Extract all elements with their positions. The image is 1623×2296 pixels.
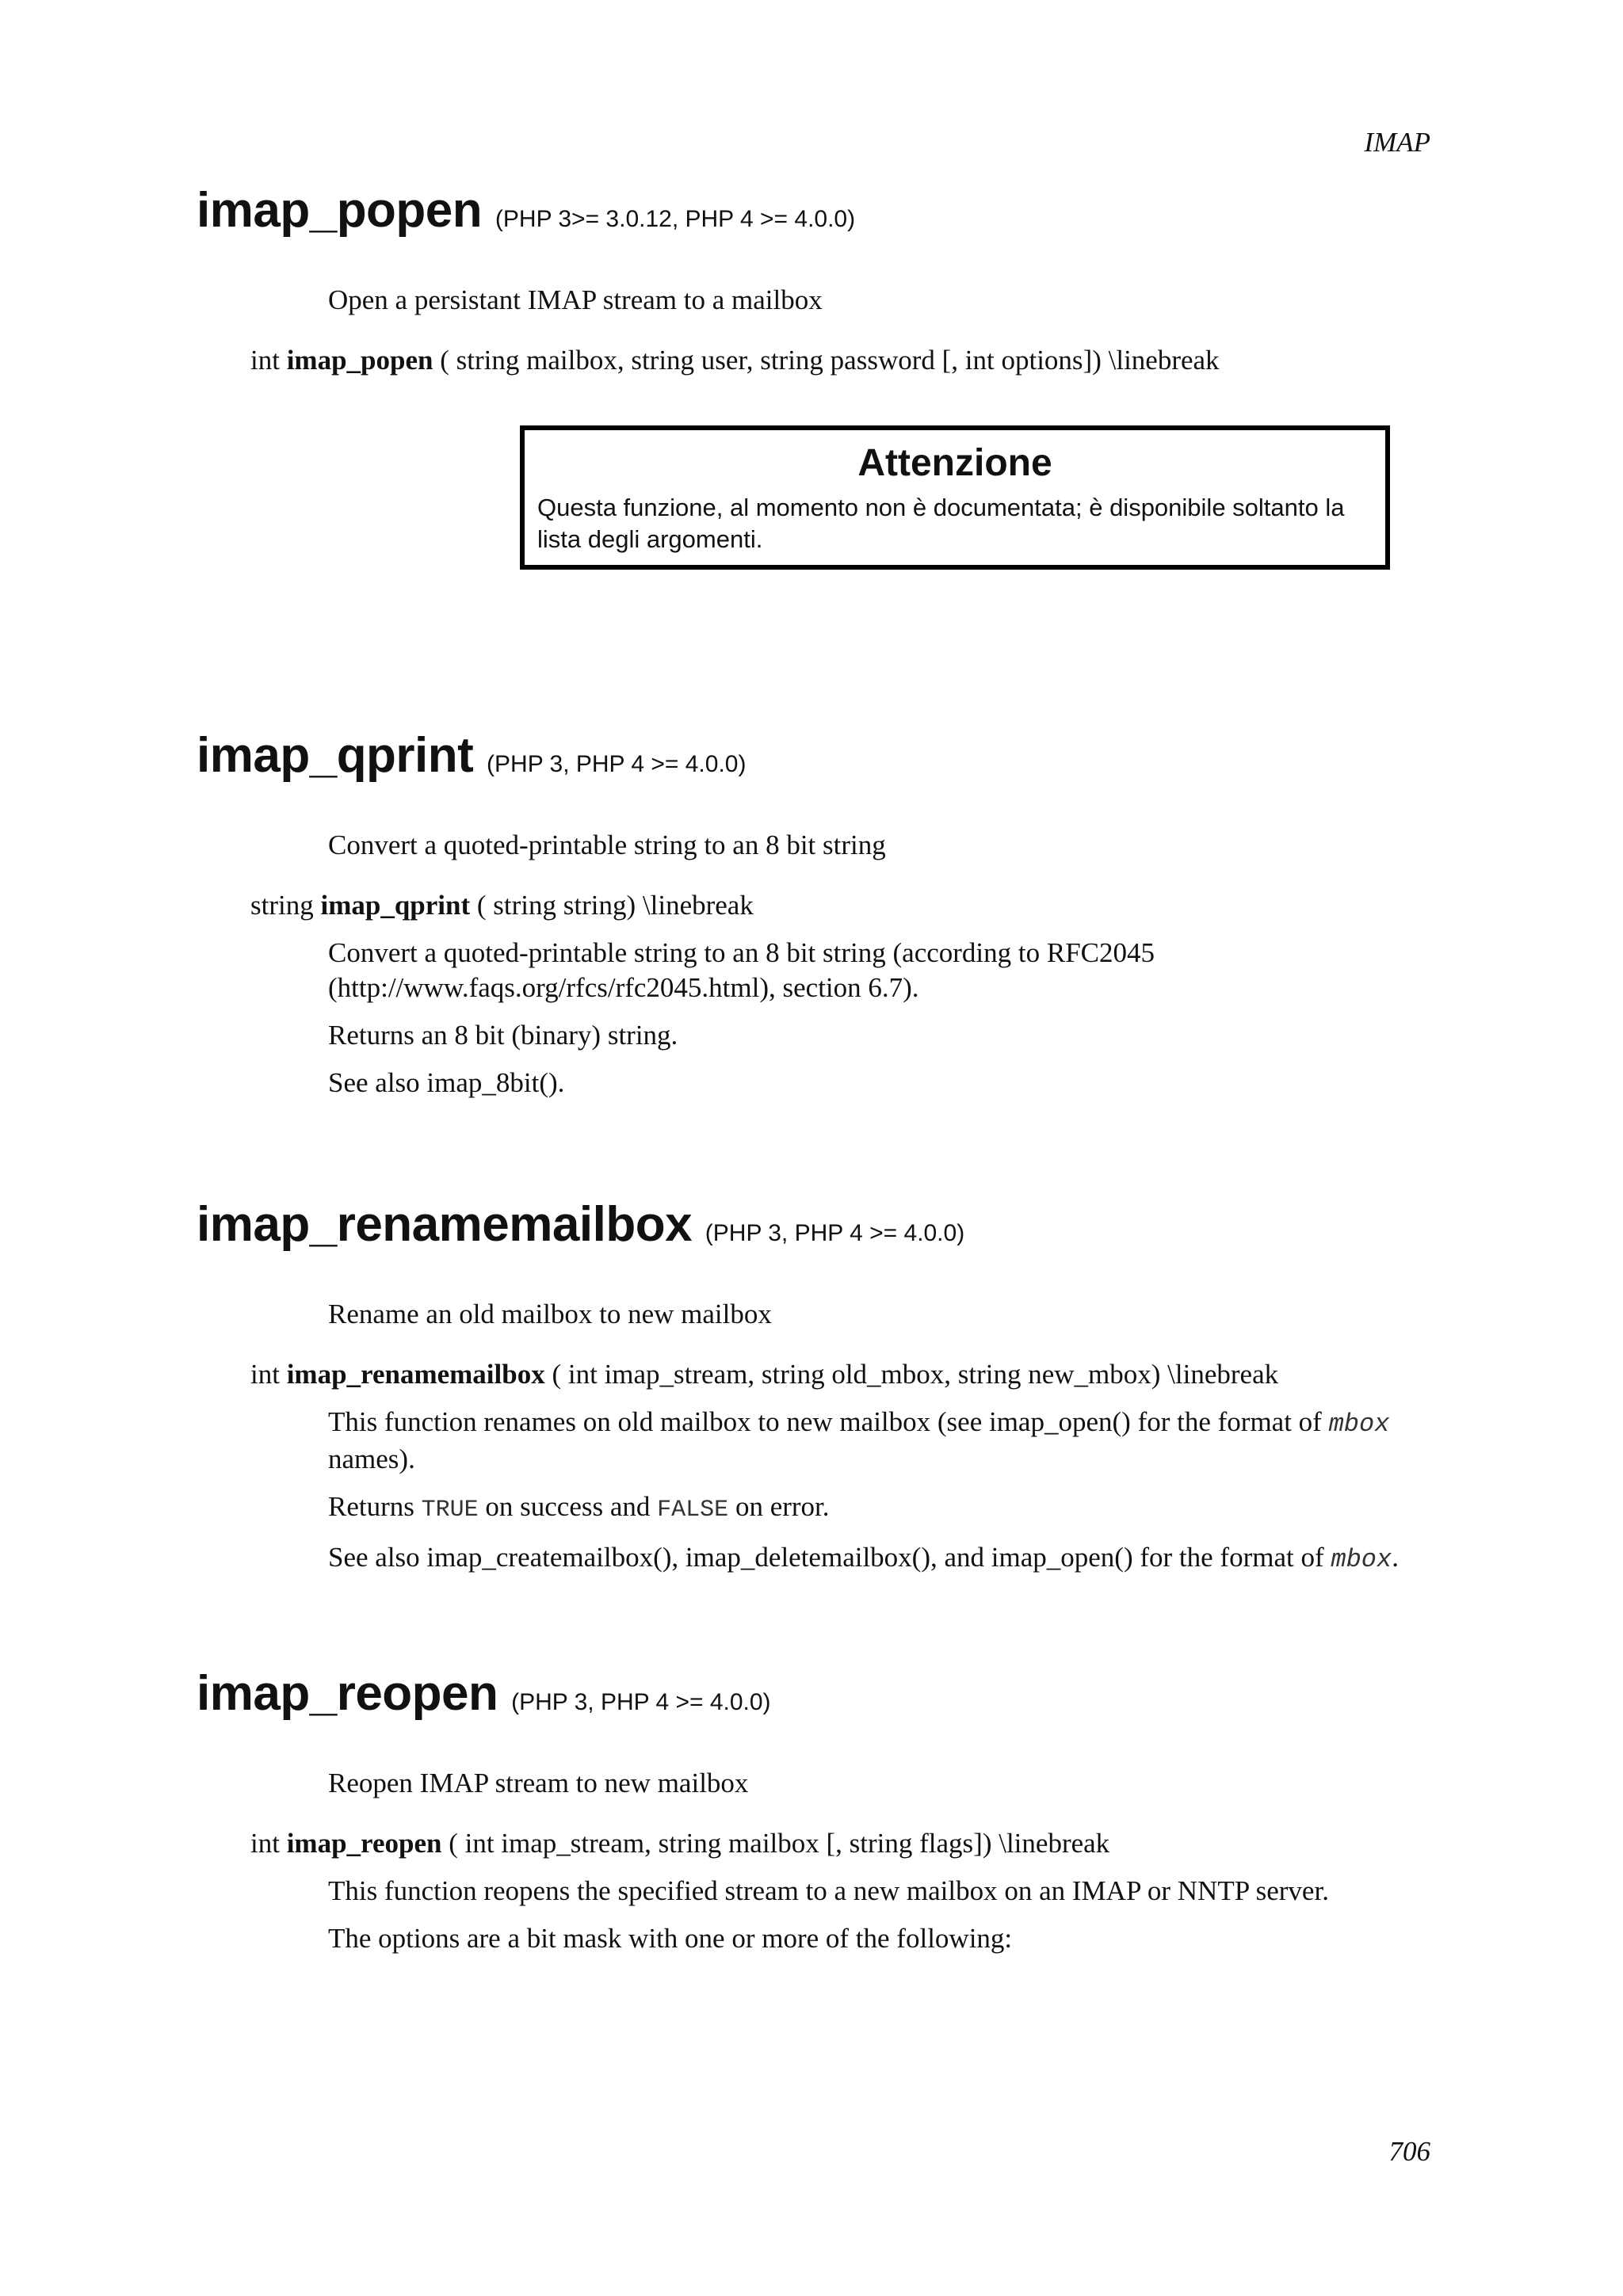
returns-paragraph <box>328 1489 1433 1527</box>
function-name: imap_reopen <box>197 1666 498 1721</box>
description-paragraph: Convert a quoted-printable string to an 8 bit string (according to RFC2045 (http://www.faqs.org/rfcs/rfc2045.html), section 6.7). <box>328 937 1155 1003</box>
text-run: names). <box>328 1444 415 1474</box>
version-info: (PHP 3, PHP 4 >= 4.0.0) <box>511 1689 771 1715</box>
code-literal: mbox <box>1328 1409 1390 1439</box>
version-info: (PHP 3, PHP 4 >= 4.0.0) <box>705 1220 965 1246</box>
entry-imap-renamemailbox <box>197 1195 1433 1577</box>
description-paragraph: The options are a bit mask with one or more of the following: <box>328 1923 1013 1954</box>
constant-true: TRUE <box>421 1497 479 1524</box>
function-synopsis <box>250 1826 1433 1861</box>
entry-title <box>197 1664 1433 1733</box>
synopsis-function-name: imap_renamemailbox <box>286 1359 545 1390</box>
text-run: This function renames on old mailbox to new mailbox (see imap_open() for the format of <box>328 1406 1329 1437</box>
entry-title <box>197 1195 1433 1264</box>
synopsis-function-name: imap_reopen <box>286 1828 442 1859</box>
synopsis-args: ( int imap_stream, string old_mbox, string new_mbox) \linebreak <box>552 1359 1279 1390</box>
purpose-text: Reopen IMAP stream to new mailbox <box>328 1768 749 1798</box>
text-run: Returns <box>328 1491 422 1522</box>
page-number: 706 <box>1388 2136 1430 2167</box>
description <box>328 936 1433 1100</box>
description-paragraph <box>328 1405 1433 1477</box>
version-info: (PHP 3, PHP 4 >= 4.0.0) <box>487 751 747 777</box>
warning-text: Questa funzione, al momento non è documentata; è disponibile soltanto la lista degli argomenti. <box>537 494 1345 553</box>
version-info: (PHP 3>= 3.0.12, PHP 4 >= 4.0.0) <box>495 206 856 232</box>
synopsis-args: ( int imap_stream, string mailbox [, string flags]) \linebreak <box>449 1828 1110 1859</box>
text-run: See also imap_createmailbox(), imap_deletemailbox(), and imap_open() for the format of <box>328 1542 1331 1573</box>
description-paragraph: This function reopens the specified stream to a new mailbox on an IMAP or NNTP server. <box>328 1875 1329 1906</box>
function-name: imap_popen <box>197 183 483 238</box>
function-synopsis <box>250 888 1433 923</box>
function-name: imap_renamemailbox <box>197 1197 693 1252</box>
description <box>328 1405 1433 1577</box>
see-also-paragraph <box>328 1540 1433 1577</box>
text-run: . <box>1392 1542 1399 1573</box>
entry-imap-reopen <box>197 1664 1433 1956</box>
warning-title: Attenzione <box>857 442 1052 484</box>
description <box>328 1874 1433 1956</box>
constant-false: FALSE <box>657 1497 729 1524</box>
text-run: on error. <box>728 1491 830 1522</box>
see-also-paragraph: See also imap_8bit(). <box>328 1067 565 1098</box>
synopsis-args: ( string string) \linebreak <box>476 890 754 921</box>
warning-box <box>520 425 1390 570</box>
code-literal: mbox <box>1331 1545 1392 1574</box>
text-run: on success and <box>478 1491 658 1522</box>
synopsis-function-name: imap_popen <box>286 345 433 376</box>
entry-imap-qprint <box>197 726 1433 1100</box>
running-header: IMAP <box>1364 127 1430 158</box>
entry-title <box>197 726 1433 795</box>
synopsis-function-name: imap_qprint <box>320 890 471 921</box>
description-paragraph: Returns an 8 bit (binary) string. <box>328 1020 678 1051</box>
function-name: imap_qprint <box>197 728 474 783</box>
synopsis-args: ( string mailbox, string user, string password [, int options]) \linebreak <box>440 345 1220 376</box>
purpose-text: Convert a quoted-printable string to an 8 bit string <box>328 830 886 860</box>
entry-title <box>197 181 1433 250</box>
return-type: int <box>250 1359 280 1390</box>
return-type: int <box>250 345 280 376</box>
return-type: string <box>250 890 314 921</box>
function-synopsis <box>250 1357 1433 1392</box>
return-type: int <box>250 1828 280 1859</box>
function-synopsis <box>250 343 1433 378</box>
entry-imap-popen <box>197 181 1433 378</box>
purpose-text: Open a persistant IMAP stream to a mailbox <box>328 284 823 315</box>
purpose-text: Rename an old mailbox to new mailbox <box>328 1299 772 1329</box>
